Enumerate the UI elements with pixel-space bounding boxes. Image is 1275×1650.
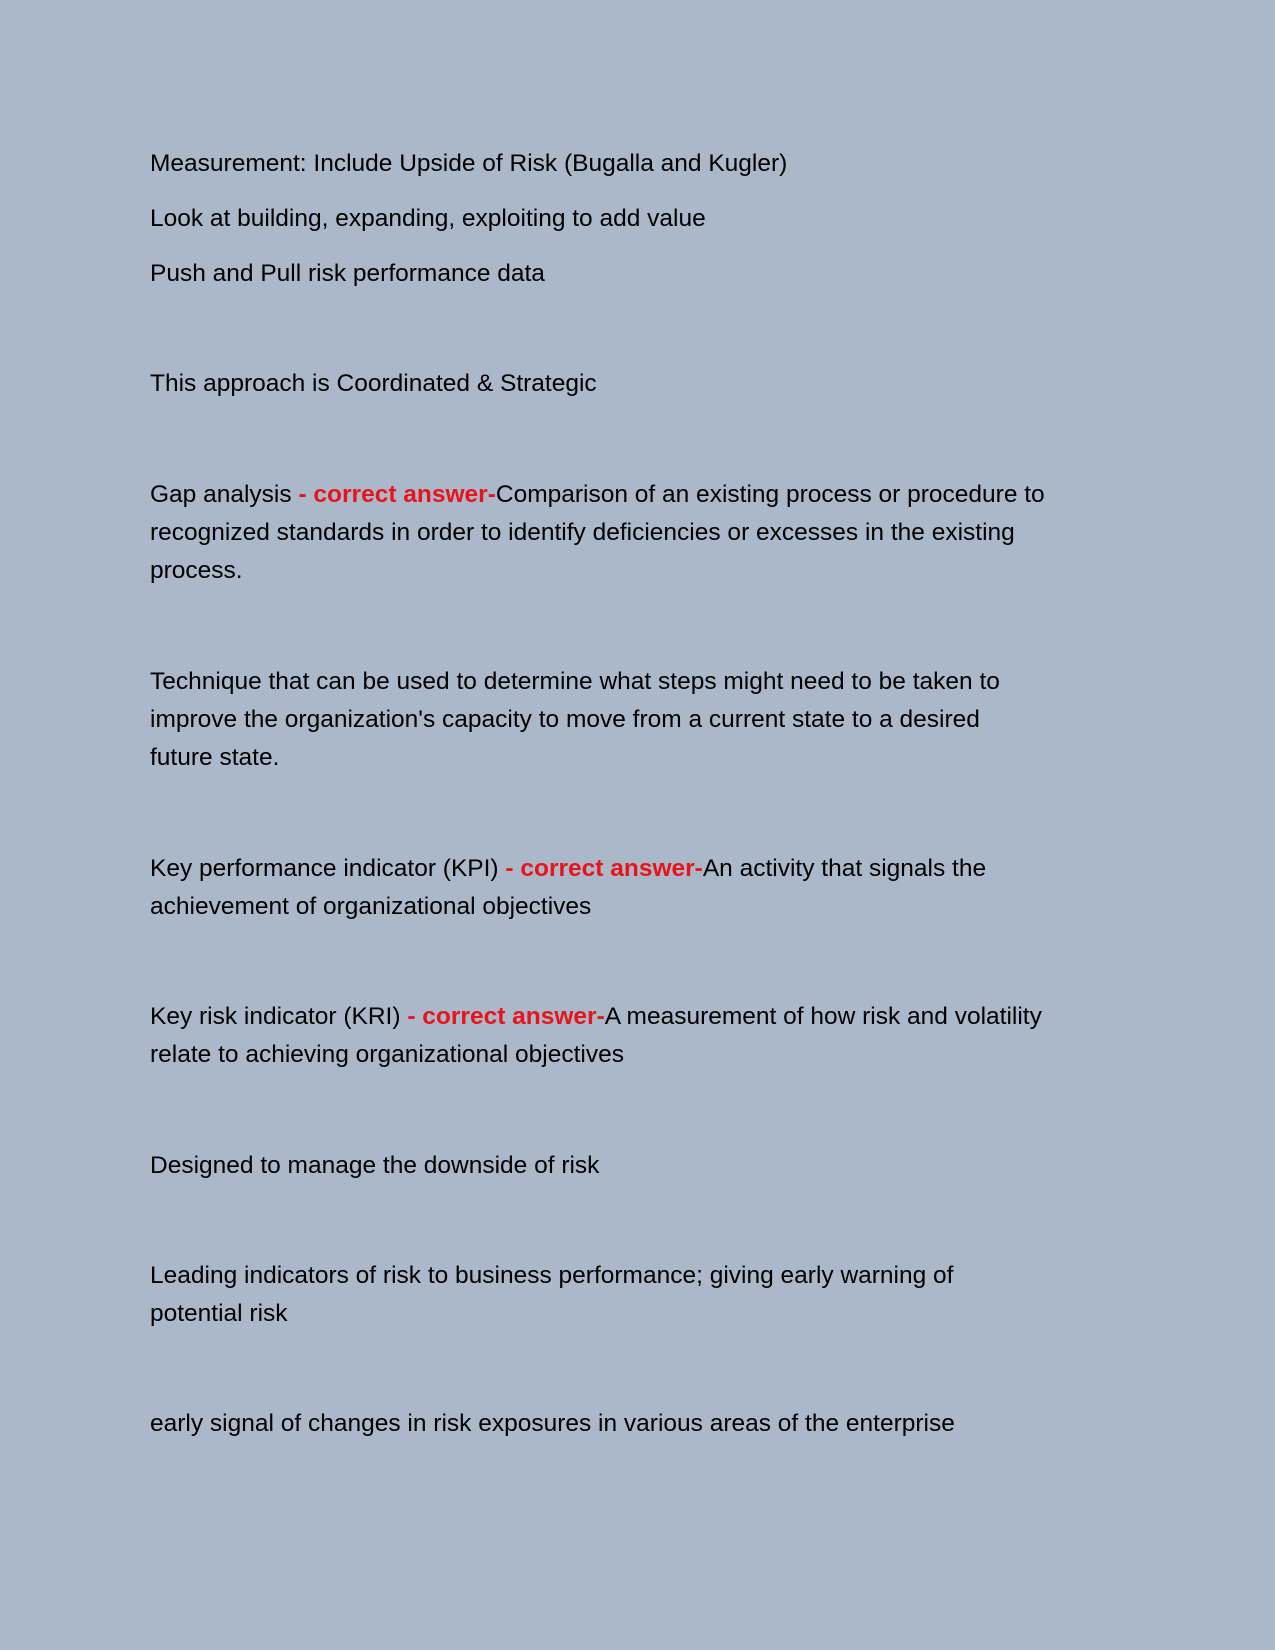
leading-row-1: Leading indicators of risk to business performance; giving early warning of <box>150 1262 954 1289</box>
leading-row-2: potential risk <box>150 1300 288 1327</box>
gap-analysis-row-3: process. <box>150 557 243 584</box>
gap-analysis-row-2: recognized standards in order to identify deficiencies or excesses in the existing <box>150 519 1015 546</box>
gap-analysis-entry <box>150 476 1130 590</box>
kpi-definition: An activity that signals the <box>702 855 987 882</box>
measurement-line: Measurement: Include Upside of Risk (Bugalla and Kugler) <box>150 150 788 177</box>
building-line: Look at building, expanding, exploiting to add value <box>150 205 706 232</box>
downside-line: Designed to manage the downside of risk <box>150 1152 600 1179</box>
kri-row-1 <box>150 998 1130 1036</box>
kpi-entry <box>150 850 1130 926</box>
push-pull-line: Push and Pull risk performance data <box>150 260 545 287</box>
technique-row-1: Technique that can be used to determine what steps might need to be taken to <box>150 668 1000 695</box>
approach-line: This approach is Coordinated & Strategic <box>150 370 597 397</box>
kpi-term: Key performance indicator (KPI) <box>150 855 506 882</box>
kri-entry <box>150 998 1130 1074</box>
gap-analysis-row-1 <box>150 476 1130 514</box>
correct-answer-marker: - correct answer- <box>505 855 703 882</box>
technique-row-3: future state. <box>150 744 280 771</box>
early-signal-line: early signal of changes in risk exposures in various areas of the enterprise <box>150 1410 955 1437</box>
gap-analysis-definition: Comparison of an existing process or procedure to <box>495 481 1045 508</box>
technique-row-2: improve the organization's capacity to move from a current state to a desired <box>150 706 980 733</box>
kpi-row-2: achievement of organizational objectives <box>150 893 592 920</box>
kpi-row-1 <box>150 850 1130 888</box>
kri-definition: A measurement of how risk and volatility <box>604 1003 1042 1030</box>
gap-analysis-term: Gap analysis <box>150 481 299 508</box>
correct-answer-marker: - correct answer- <box>298 481 496 508</box>
leading-indicators-entry <box>150 1257 1130 1333</box>
correct-answer-marker: - correct answer- <box>407 1003 605 1030</box>
kri-row-2: relate to achieving organizational objectives <box>150 1041 624 1068</box>
kri-term: Key risk indicator (KRI) <box>150 1003 408 1030</box>
technique-entry <box>150 663 1130 777</box>
